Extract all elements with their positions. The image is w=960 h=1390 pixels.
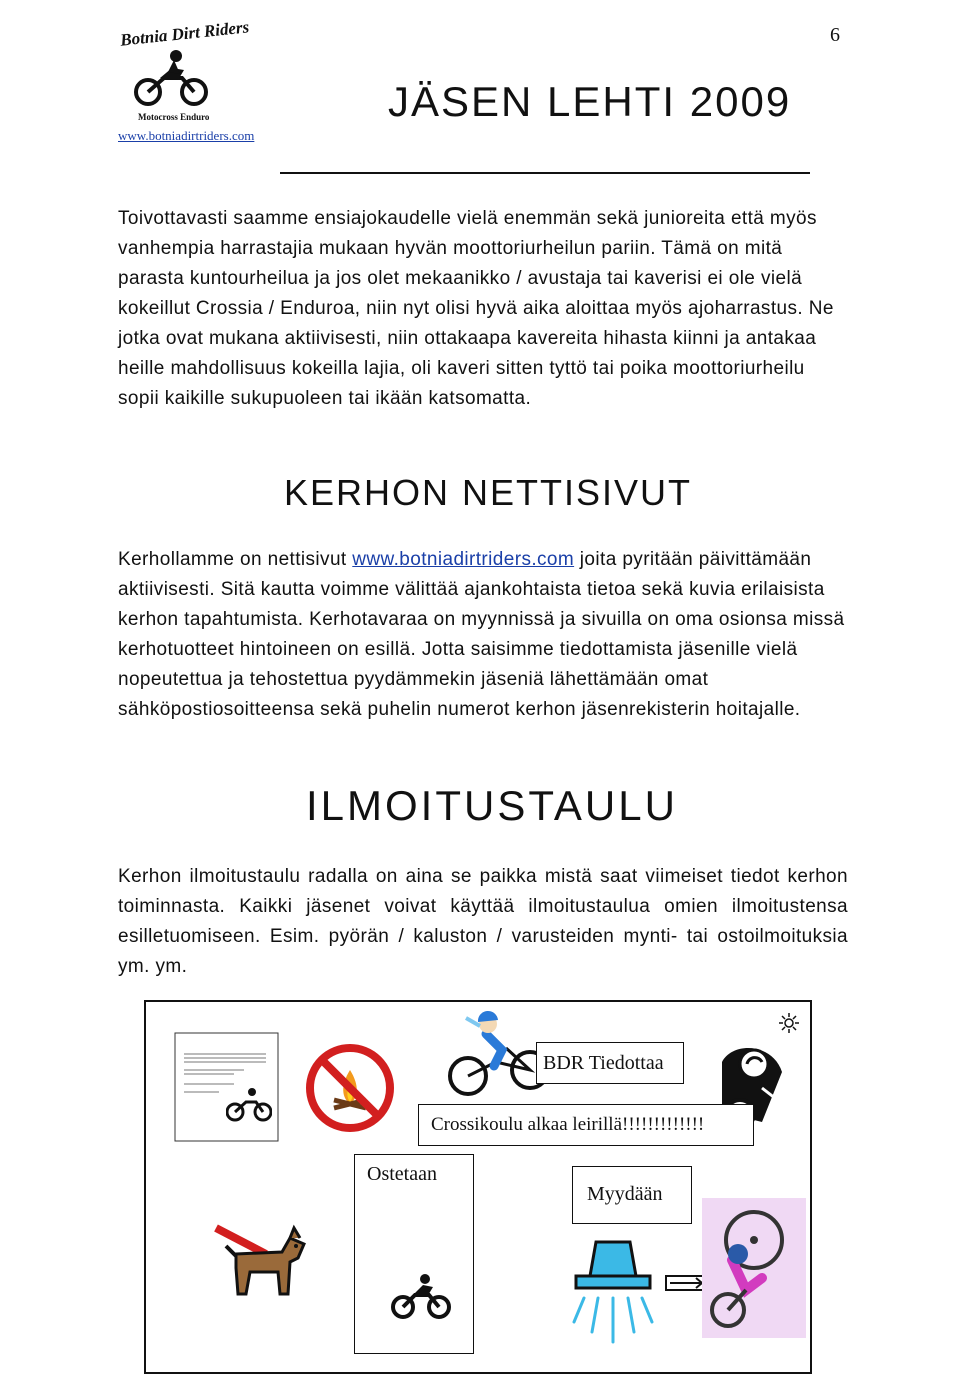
no-fire-icon — [304, 1042, 396, 1134]
notice-board — [144, 1000, 812, 1374]
small-bike-icon — [226, 1086, 272, 1122]
dog-icon — [206, 1198, 316, 1308]
page-title: JÄSEN LEHTI 2009 — [388, 78, 792, 125]
bmx-rider-icon — [702, 1198, 806, 1338]
ilmoitustaulu-paragraph: Kerhon ilmoitustaulu radalla on aina se paikka mistä saat viimeiset tiedot kerhon toiminnasta. Kaikki jäsenet voivat käyttää ilmoitustaulua omien ilmoitustensa esilletuomiseen. Esim. pyörän / kaluston / varusteiden mynti- tai ostoilmoituksia ym. ym. — [118, 866, 848, 977]
note-bdr-tiedottaa: BDR Tiedottaa — [536, 1042, 684, 1084]
logo-title: Botnia Dirt Riders — [119, 17, 251, 50]
nettisivut-paragraph — [118, 545, 848, 725]
title-divider — [280, 172, 810, 174]
note-ostetaan — [354, 1154, 474, 1354]
logo-url-link[interactable]: www.botniadirtriders.com — [118, 128, 255, 143]
nettisivut-text-before: Kerhollamme on nettisivut — [118, 549, 353, 570]
page-number: 6 — [830, 24, 840, 46]
section-heading-ilmoitustaulu: ILMOITUSTAULU — [306, 782, 678, 829]
section-heading-nettisivut: KERHON NETTISIVUT — [284, 472, 693, 513]
motocross-logo-icon — [132, 48, 212, 108]
nettisivut-text-after: joita pyritään päivittämään aktiivisesti. Sitä kautta voimme välittää ajankohtaista tietoa sekä kuvia erilaisista kerhon tapahtumista. Kerhotavaraa on myynnissä ja sivuilla on oma osionsa missä kerhotuotteet hintoineen on esillä. Jotta saisimme tiedottamista jäsenille vielä nopeutettua ja tehostettua pyydämmekin jäseniä lähettämään omat sähköpostiosoitteensa sekä puhelin numerot kerhon jäsenrekisterin hoitajalle. — [118, 549, 845, 720]
website-link[interactable]: www.botniadirtriders.com — [352, 549, 575, 570]
note-myydaan: Myydään — [572, 1166, 692, 1224]
note-ostetaan-label: Ostetaan — [367, 1163, 437, 1185]
motocross-bike-icon — [391, 1273, 451, 1319]
logo-subtitle: Motocross Enduro — [138, 112, 210, 122]
intro-paragraph: Toivottavasti saamme ensiajokaudelle vielä enemmän sekä junioreita että myös vanhempia harrastajia mukaan hyvän moottoriurheilun pariin. Tämä on mitä parasta kuntourheilua ja jos olet mekaanikko / avustaja tai kaverisi ei ole vielä kokeillut Crossia / Enduroa, niin nyt olisi hyvä aika aloittaa myös ajoharrastus. Ne jotka ovat mukana aktiivisesti, niin ottakaapa kavereita hihasta kiinni ja antakaa heille mahdollisuus kokeilla lajia, oli kaveri sitten tyttö tai poika moottoriurheilu sopii kaikille sukupuoleen tai ikään katsomatta. — [118, 208, 834, 409]
sun-icon — [778, 1012, 800, 1034]
shower-icon — [556, 1232, 716, 1364]
note-crossikoulu: Crossikoulu alkaa leirillä!!!!!!!!!!!!! — [418, 1104, 754, 1146]
